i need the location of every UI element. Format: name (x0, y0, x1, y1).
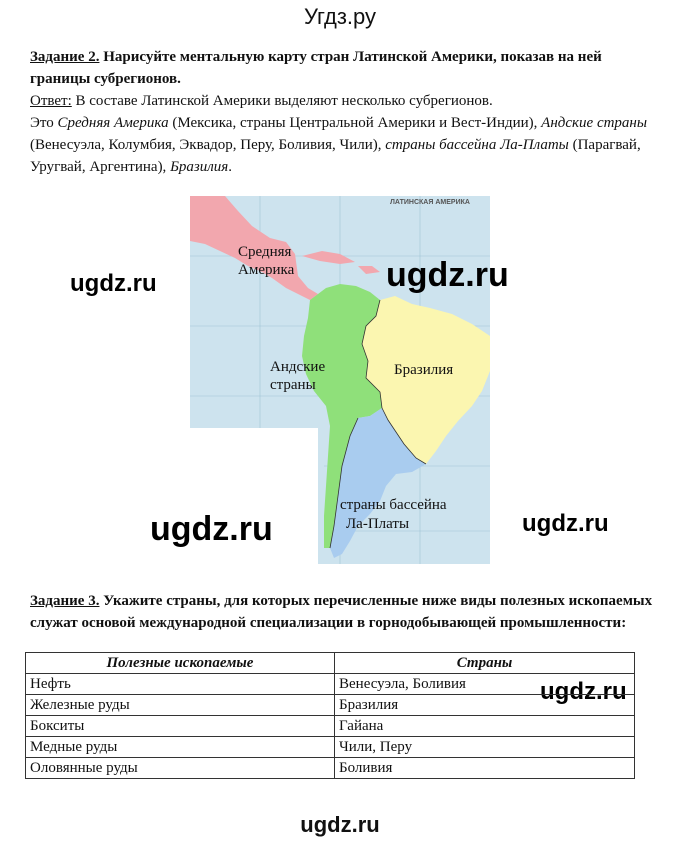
subregion-name: страны бассейна Ла-Платы (385, 137, 569, 153)
mineral-cell: Железные руды (26, 695, 335, 716)
task2-prompt (30, 46, 655, 90)
countries-cell: Гайана (335, 716, 635, 737)
map-sea-edge (318, 428, 324, 564)
mineral-cell: Оловянные руды (26, 758, 335, 779)
label-central-america-1: Средняя (238, 244, 292, 260)
answer-text: (Венесуэла, Колумбия, Эквадор, Перу, Боливия, Чили), (30, 137, 386, 153)
countries-cell: Боливия (335, 758, 635, 779)
watermark: ugdz.ru (522, 510, 609, 537)
map-header: ЛАТИНСКАЯ АМЕРИКА (390, 199, 470, 206)
site-title: Угдз.ру (303, 4, 377, 29)
countries-cell: Бразилия (335, 695, 635, 716)
subregion-name: Андские страны (541, 115, 648, 131)
mineral-cell: Медные руды (26, 737, 335, 758)
table-row (26, 716, 635, 737)
answer-text: . (228, 159, 233, 175)
watermark: ugdz.ru (540, 678, 627, 705)
task3-label: Задание 3. (30, 593, 100, 609)
footer-watermark: ugdz.ru (300, 812, 380, 837)
task2-text: Нарисуйте ментальную карту стран Латинской Америки, показав на ней границы субрегионов. (30, 49, 602, 87)
column-header-minerals: Полезные ископаемые (26, 653, 335, 674)
subregion-name: Средняя Америка (57, 115, 169, 131)
answer-label: Ответ: (30, 93, 72, 109)
label-la-plata-2: Ла-Платы (346, 516, 410, 532)
label-andean-1: Андские (270, 359, 326, 375)
answer-text: Это (30, 115, 58, 131)
watermark: ugdz.ru (70, 270, 157, 297)
task3-prompt (30, 590, 655, 634)
table-header-row (26, 653, 635, 674)
table-row (26, 737, 635, 758)
minerals-table (25, 652, 635, 779)
task2-label: Задание 2. (30, 49, 100, 65)
answer-text: (Мексика, страны Центральной Америки и Вест-Индии), (168, 115, 542, 131)
countries-cell: Венесуэла, Боливия (335, 674, 635, 695)
column-header-countries: Страны (335, 653, 635, 674)
label-andean-2: страны (270, 377, 316, 393)
watermark: ugdz.ru (150, 510, 273, 548)
subregion-name: Бразилия (170, 159, 229, 175)
label-la-plata-1: страны бассейна (340, 497, 447, 513)
task2-answer (30, 90, 655, 178)
mineral-cell: Нефть (26, 674, 335, 695)
answer-text: (Парагвай, Уругвай, Аргентина), (30, 137, 641, 175)
answer-body (30, 115, 647, 175)
table-row (26, 695, 635, 716)
latin-america-map (190, 196, 490, 564)
label-brazil: Бразилия (394, 362, 454, 378)
task3-text: Укажите страны, для которых перечисленные ниже виды полезных ископаемых служат основой международной специализации в горнодобывающей промышленности: (30, 593, 653, 631)
answer-intro: В составе Латинской Америки выделяют несколько субрегионов. (75, 93, 493, 109)
watermark: ugdz.ru (386, 256, 509, 294)
table-row (26, 758, 635, 779)
mineral-cell: Бокситы (26, 716, 335, 737)
label-central-america-2: Америка (238, 262, 295, 278)
countries-cell: Чили, Перу (335, 737, 635, 758)
table-row (26, 674, 635, 695)
